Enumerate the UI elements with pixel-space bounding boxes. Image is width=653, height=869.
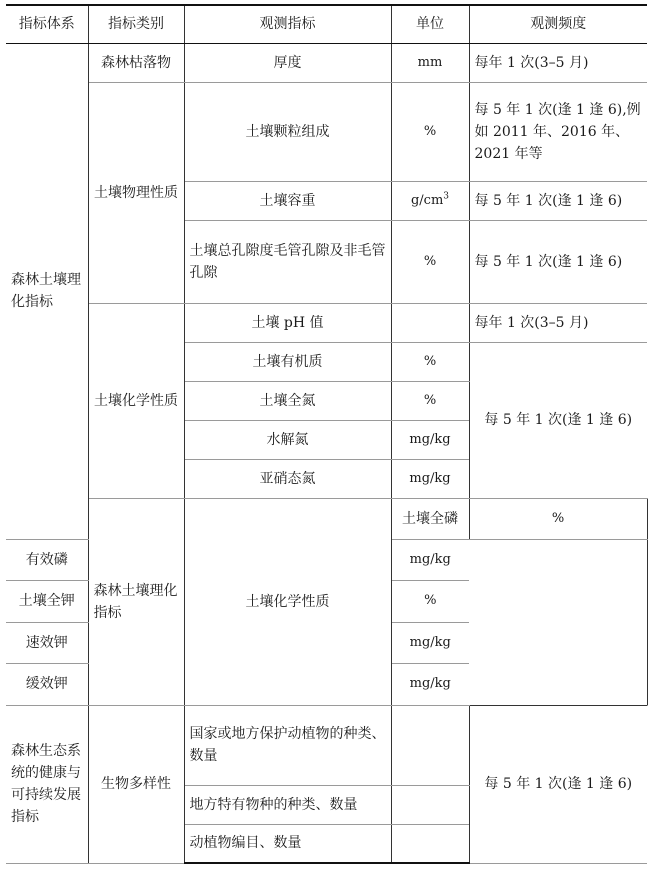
frequency-porosity: 每 5 年 1 次(逢 1 逢 6) (469, 220, 647, 303)
unit-organic: % (391, 342, 469, 381)
header-row (6, 5, 647, 43)
header-indicator: 观测指标 (184, 5, 391, 43)
observation-indicator-table (6, 4, 647, 864)
indicator-slow-k: 缓效钾 (6, 664, 88, 705)
unit-fast-k: mg/kg (391, 622, 469, 663)
header-category: 指标类别 (88, 5, 184, 43)
indicator-nitrite-n: 亚硝态氮 (184, 459, 391, 498)
indicator-organic: 土壤有机质 (184, 342, 391, 381)
category-chem-a: 土壤化学性质 (88, 303, 184, 498)
unit-slow-k: mg/kg (391, 664, 469, 705)
table-row (6, 303, 647, 342)
unit-avail-p: mg/kg (391, 539, 469, 580)
unit-catalog (391, 824, 469, 863)
unit-hydro-n: mg/kg (391, 420, 469, 459)
indicator-ph: 土壤 pH 值 (184, 303, 391, 342)
table-row (6, 82, 647, 181)
unit-total-n: % (391, 381, 469, 420)
header-system: 指标体系 (6, 5, 88, 43)
indicator-thickness: 厚度 (184, 43, 391, 82)
indicator-particle: 土壤颗粒组成 (184, 82, 391, 181)
frequency-particle: 每 5 年 1 次(逢 1 逢 6),例如 2011 年、2016 年、2021 年等 (469, 82, 647, 181)
indicator-fast-k: 速效钾 (6, 622, 88, 663)
table-row (6, 705, 647, 785)
table-row (6, 498, 647, 539)
category-bio: 生物多样性 (88, 705, 184, 863)
unit-ph (391, 303, 469, 342)
unit-thickness: mm (391, 43, 469, 82)
frequency-chem-a: 每 5 年 1 次(逢 1 逢 6) (469, 342, 647, 498)
unit-total-k: % (391, 581, 469, 622)
unit-bulk-density (391, 181, 469, 220)
indicator-catalog: 动植物编目、数量 (184, 824, 391, 863)
category-litter: 森林枯落物 (88, 43, 184, 82)
indicator-hydro-n: 水解氮 (184, 420, 391, 459)
indicator-total-p: 土壤全磷 (391, 498, 469, 539)
unit-particle: % (391, 82, 469, 181)
frequency-bio: 每 5 年 1 次(逢 1 逢 6) (469, 705, 647, 863)
indicator-avail-p: 有效磷 (6, 539, 88, 580)
indicator-endemic: 地方特有物种的种类、数量 (184, 785, 391, 824)
unit-superscript: 3 (443, 191, 450, 202)
section-soil-b: 森林土壤理化指标 (88, 498, 184, 705)
indicator-protected: 国家或地方保护动植物的种类、数量 (184, 705, 391, 785)
header-unit: 单位 (391, 5, 469, 43)
indicator-table-page (6, 4, 647, 859)
category-chem-b: 土壤化学性质 (184, 498, 391, 705)
frequency-thickness: 每年 1 次(3–5 月) (469, 43, 647, 82)
indicator-total-n: 土壤全氮 (184, 381, 391, 420)
unit-base: g/cm (410, 192, 444, 208)
frequency-ph: 每年 1 次(3–5 月) (469, 303, 647, 342)
section-eco: 森林生态系统的健康与可持续发展指标 (6, 705, 88, 863)
unit-nitrite-n: mg/kg (391, 459, 469, 498)
unit-total-p: % (469, 498, 647, 539)
unit-protected (391, 705, 469, 785)
indicator-total-k: 土壤全钾 (6, 581, 88, 622)
table-row (6, 43, 647, 82)
header-frequency: 观测频度 (469, 5, 647, 43)
section-soil-a: 森林土壤理化指标 (6, 43, 88, 539)
category-physical: 土壤物理性质 (88, 82, 184, 303)
frequency-bulk-density: 每 5 年 1 次(逢 1 逢 6) (469, 181, 647, 220)
indicator-bulk-density: 土壤容重 (184, 181, 391, 220)
unit-porosity: % (391, 220, 469, 303)
indicator-porosity: 土壤总孔隙度毛管孔隙及非毛管孔隙 (184, 220, 391, 303)
unit-endemic (391, 785, 469, 824)
